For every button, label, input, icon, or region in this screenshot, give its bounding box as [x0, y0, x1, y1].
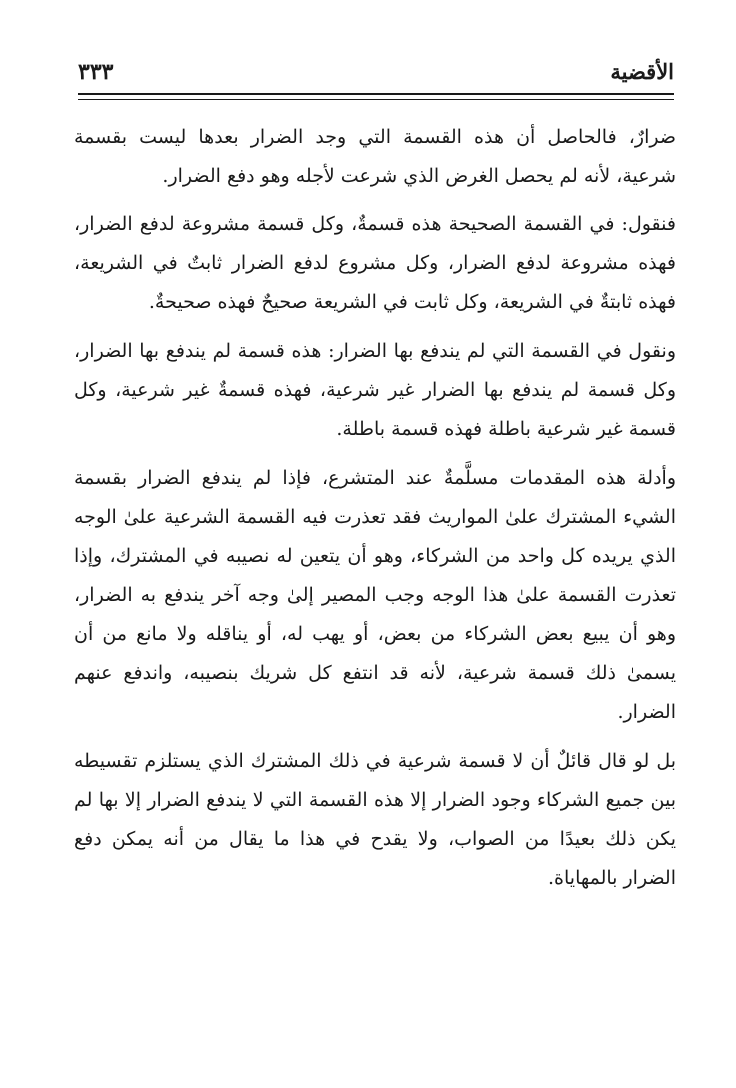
page-header	[78, 52, 674, 92]
chapter-title: الأقضية	[610, 59, 674, 84]
page-body	[74, 118, 676, 908]
header-rule-thick	[78, 93, 674, 95]
paragraph: ونقول في القسمة التي لم يندفع بها الضرار: هذه قسمة لم يندفع بها الضرار، وكل قسمة لم يندفع بها الضرار غير شرعية، فهذه قسمةٌ غير شرعية، وكل قسمة غير شرعية باطلة فهذه قسمة باطلة.	[74, 340, 676, 440]
header-rule-thin	[78, 99, 674, 100]
paragraph: بل لو قال قائلٌ أن لا قسمة شرعية في ذلك المشترك الذي يستلزم تقسيطه بين جميع الشركاء وجود الضرار إلا هذه القسمة التي لا يندفع الضرار إلا بها لم يكن ذلك بعيدًا من الصواب، ولا يقدح في هذا ما يقال من أنه يمكن دفع الضرار بالمهاياة.	[74, 750, 677, 889]
paragraph: ضرارٌ، فالحاصل أن هذه القسمة التي وجد الضرار بعدها ليست بقسمة شرعية، لأنه لم يحصل الغرض الذي شرعت لأجله وهو دفع الضرار.	[74, 126, 676, 187]
paragraph: وأدلة هذه المقدمات مسلَّمةٌ عند المتشرع، فإذا لم يندفع الضرار بقسمة الشيء المشترك علىٰ المواريث فقد تعذرت فيه القسمة الشرعية علىٰ الوجه الذي يريده كل واحد من الشركاء، وهو أن يتعين له نصيبه في المشترك، وإذا تعذرت القسمة علىٰ هذا الوجه وجب المصير إلىٰ وجه آخر يندفع به الضرار، وهو أن يبيع بعض الشركاء من بعض، أو يهب له، أو يناقله ولا مانع من أن يسمىٰ ذلك قسمة شرعية، لأنه قد انتفع كل شريك بنصيبه، واندفع عنهم الضرار.	[74, 467, 676, 723]
page-number: ٣٣٣	[78, 59, 114, 85]
paragraph: فنقول: في القسمة الصحيحة هذه قسمةٌ، وكل قسمة مشروعة لدفع الضرار، فهذه مشروعة لدفع الضرار، وكل مشروع لدفع الضرار ثابتٌ في الشريعة، فهذه ثابتةٌ في الشريعة، وكل ثابت في الشريعة صحيحٌ فهذه صحيحةٌ.	[74, 213, 676, 313]
